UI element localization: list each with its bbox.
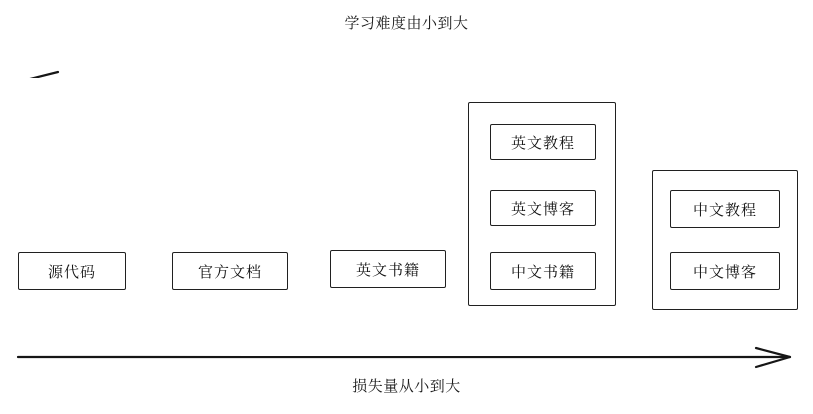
bottom-caption: 损失量从小到大 (352, 378, 461, 395)
node-source-code[interactable]: 源代码 (18, 252, 126, 290)
node-chinese-blogs[interactable]: 中文博客 (670, 252, 780, 290)
top-caption: 学习难度由小到大 (344, 15, 469, 32)
node-chinese-tutorials[interactable]: 中文教程 (670, 190, 780, 228)
node-english-blogs[interactable]: 英文博客 (490, 190, 596, 226)
node-official-docs[interactable]: 官方文档 (172, 252, 288, 290)
loss-arrow (0, 320, 813, 370)
difficulty-arrow (0, 28, 813, 78)
node-english-books[interactable]: 英文书籍 (330, 250, 446, 288)
node-chinese-books[interactable]: 中文书籍 (490, 252, 596, 290)
node-english-tutorials[interactable]: 英文教程 (490, 124, 596, 160)
